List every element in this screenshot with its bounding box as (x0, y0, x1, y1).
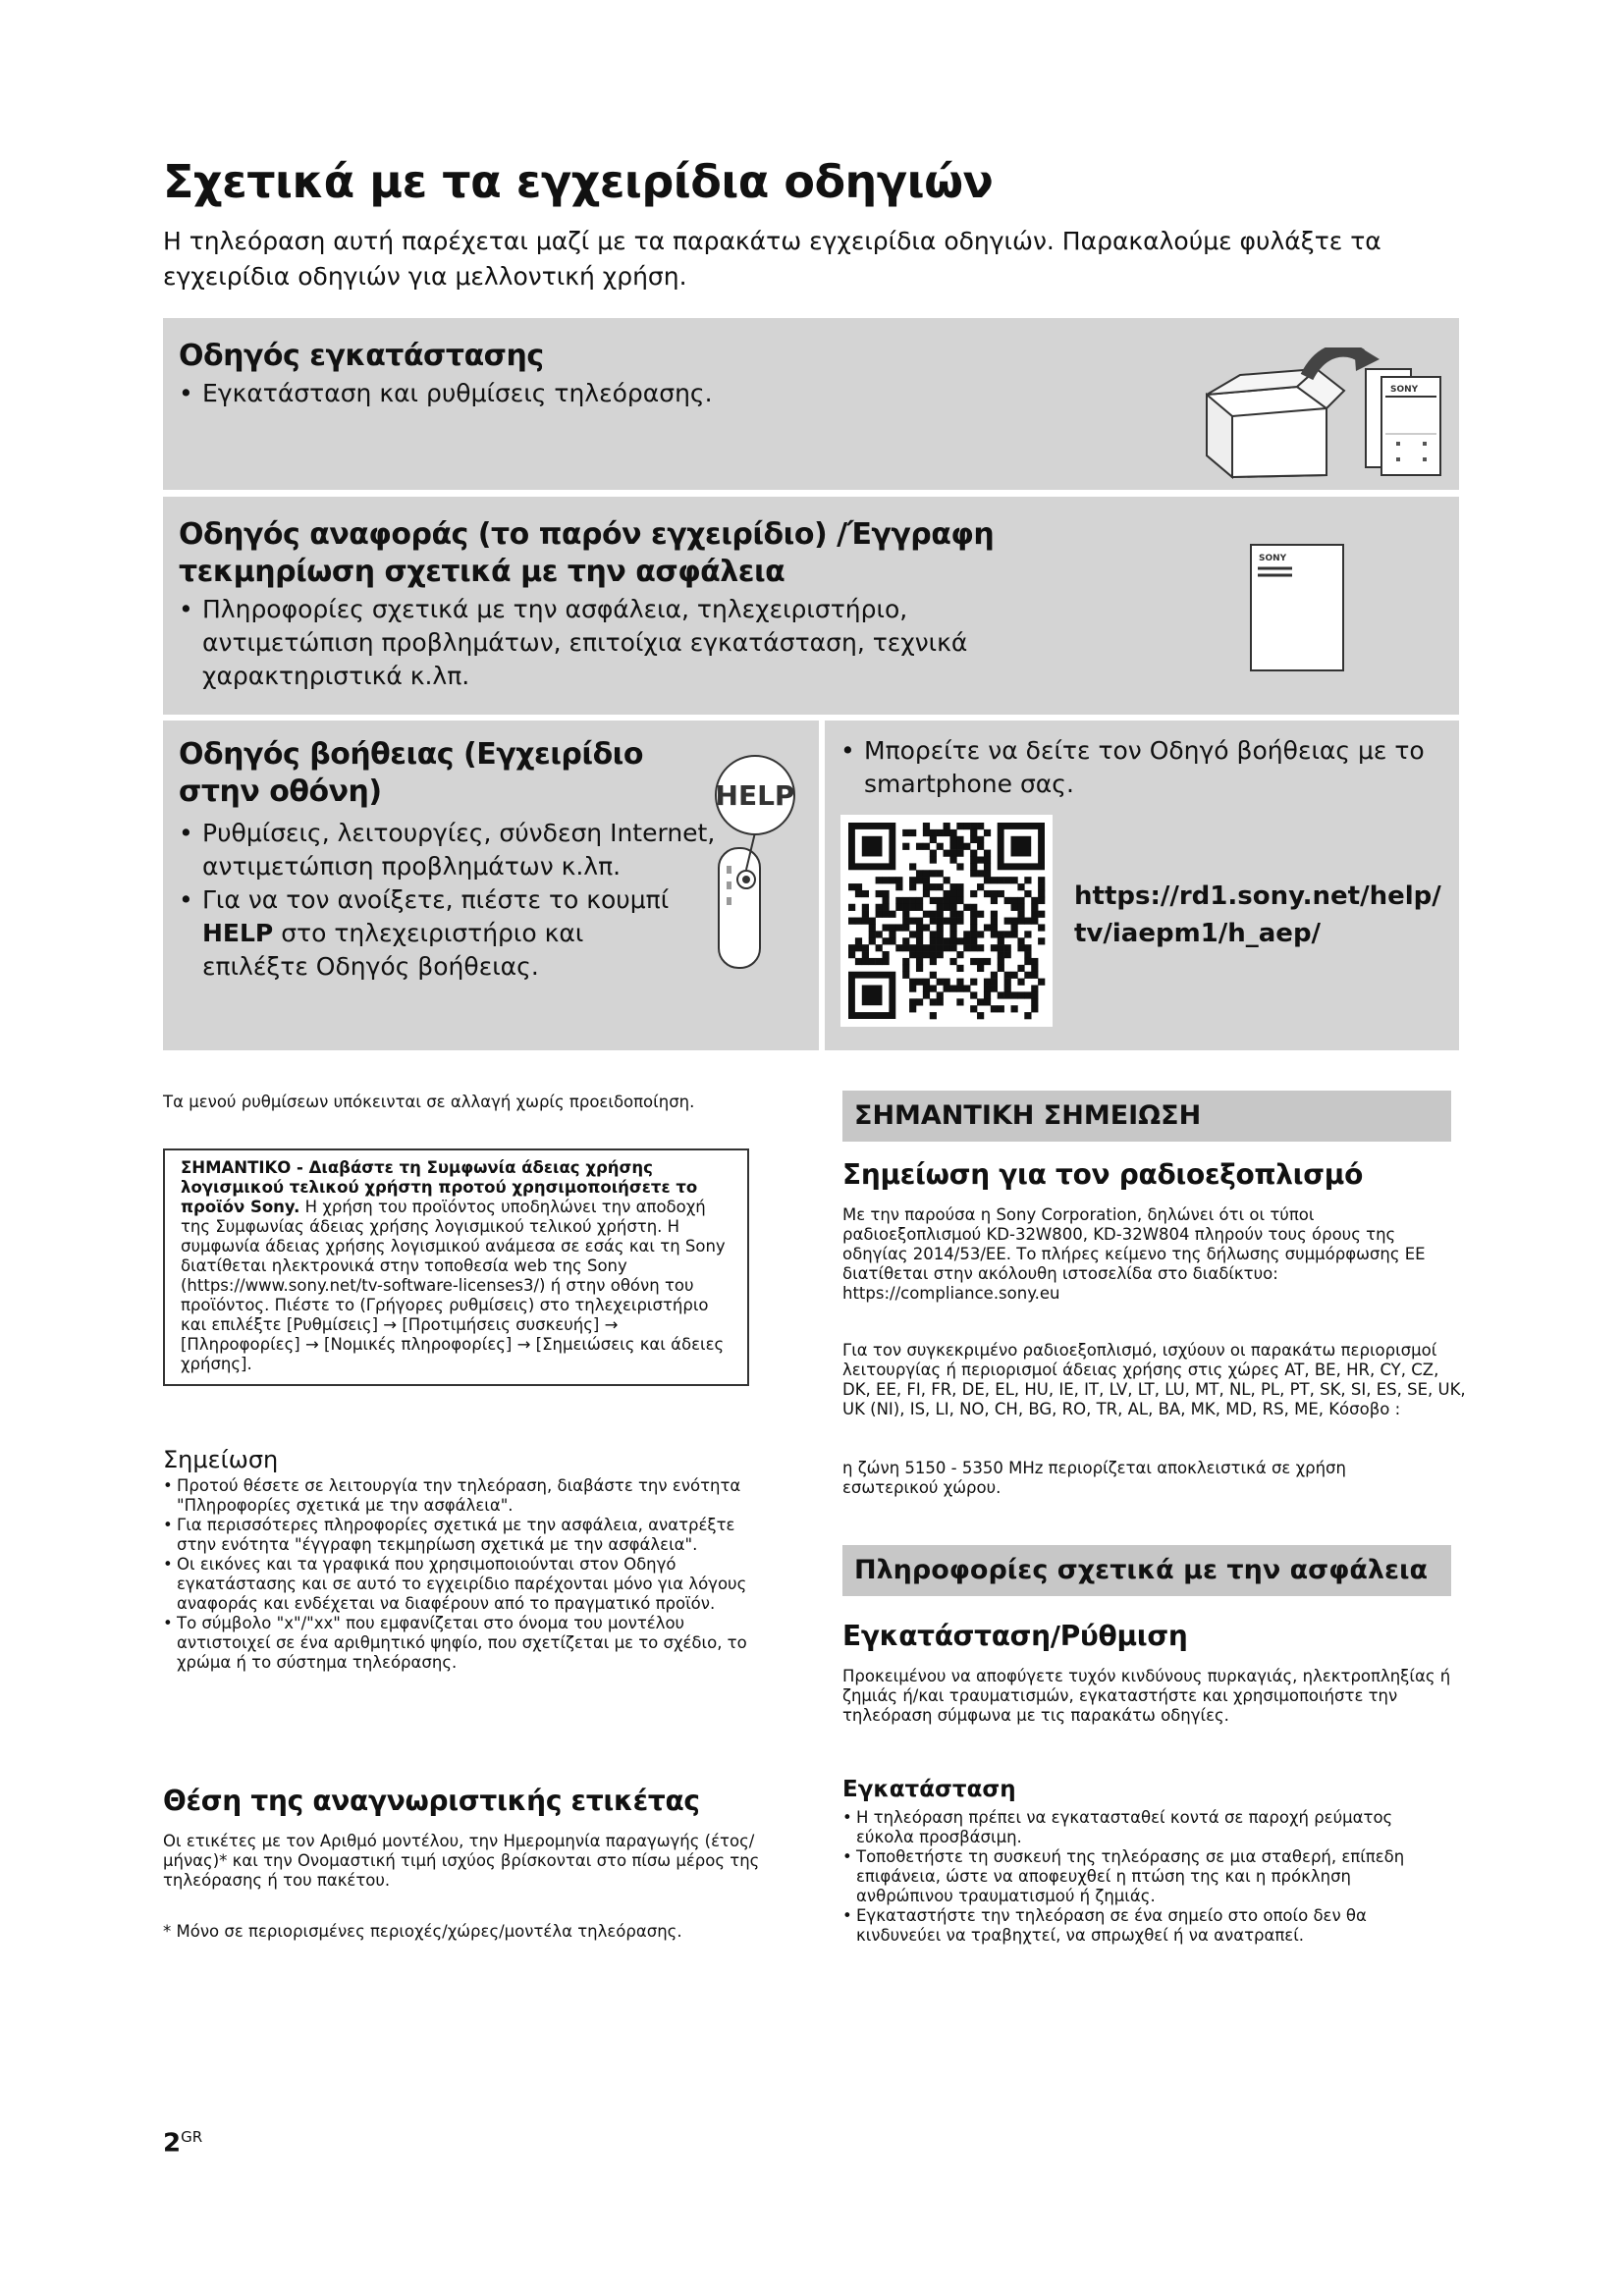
reference-guide-bullet: • Πληροφορίες σχετικά με την ασφάλεια, τηλεχειριστήριο, αντιμετώπιση προβλημάτων, επιτοίχια εγκατάσταση, τεχνικά χαρακτηριστικά κ.λπ. (179, 593, 1053, 693)
page-number: $2^{GR}$ (163, 2128, 203, 2159)
reference-booklet-icon (1243, 541, 1351, 678)
radio-paragraph-1: Με την παρούσα η Sony Corporation, δηλώνει ότι οι τύποι ραδιοεξοπλισμού KD-32W800, KD-32W804 πληρούν τους όρους της οδηγίας 2014/53/ΕΕ. Το πλήρες κείμενο της δήλωσης συμμόρφωσης ΕΕ διατίθεται στην ακόλουθη ιστοσελίδα στο διαδίκτυο: https://compliance.sony.eu (842, 1205, 1426, 1303)
eula-important-body: Η χρήση του προϊόντος υποδηλώνει την αποδοχή της Συμφωνίας άδειας χρήσης λογισμικού τελικού χρήστη. Η συμφωνία άδειας χρήσης λογισμικού ανάμεσα σε εσάς και τη Sony διατίθεται ηλεκτρονικά στην τοποθεσία web της Sony (https://www.sony.net/tv-software-licenses3/) ή στην οθόνη του προϊόντος. Πιέστε το (Γρήγορες ρυθμίσεις) στο τηλεχειριστήριο και επιλέξτε [Ρυθμίσεις] → [Προτιμήσεις συσκευής] → [Πληροφορίες] → [Νομικές πληροφορίες] → [Σημειώσεις και άδειες χρήσης]. (181, 1198, 726, 1373)
help-guide-bullet-2: • Για να τον ανοίξετε, πιέστε το κουμπί HELP στο τηλεχειριστήριο και επιλέξτε Οδηγός βοήθειας. (179, 883, 693, 984)
remote-control-help-illustration (701, 750, 809, 976)
important-notice-bar: ΣΗΜΑΝΤΙΚΗ ΣΗΜΕΙΩΣΗ (842, 1091, 1451, 1142)
list-item: • Το σύμβολο "x"/"xx" που εμφανίζεται στο όνομα του μοντέλου αντιστοιχεί σε ένα αριθμητικό ψηφίο, που σχετίζεται με το σχέδιο, το χρώμα ή το σύστημα τηλεόρασης. (163, 1614, 772, 1673)
footnote: * Μόνο σε περιορισμένες περιοχές/χώρες/μοντέλα τηλεόρασης. (163, 1922, 682, 1941)
safety-info-bar: Πληροφορίες σχετικά με την ασφάλεια (842, 1545, 1451, 1596)
installation-list (842, 1808, 1451, 1946)
intro-text: Η τηλεόραση αυτή παρέχεται μαζί με τα παρακάτω εγχειρίδια οδηγιών. Παρακαλούμε φυλάξτε τα εγχειρίδια οδηγιών για μελλοντική χρήση. (163, 227, 1381, 291)
list-item: • Η τηλεόραση πρέπει να εγκατασταθεί κοντά σε παροχή ρεύματος εύκολα προσβάσιμη. (842, 1808, 1451, 1847)
radio-paragraph-3: η ζώνη 5150 - 5350 MHz περιορίζεται αποκλειστικά σε χρήση εσωτερικού χώρου. (842, 1459, 1346, 1497)
page-title: Σχετικά με τα εγχειρίδια οδηγιών (163, 155, 994, 208)
help-guide-bullet-1: • Ρυθμίσεις, λειτουργίες, σύνδεση Internet, αντιμετώπιση προβλημάτων κ.λπ. (179, 817, 732, 883)
smartphone-note: • Μπορείτε να δείτε τον Οδηγό βοήθειας με το smartphone σας. (840, 734, 1439, 801)
installation-setup-title: Εγκατάσταση/Ρύθμιση (842, 1620, 1188, 1652)
help-badge: HELP (715, 779, 795, 812)
help-guide-box (163, 721, 819, 1050)
list-item: • Προτού θέσετε σε λειτουργία την τηλεόραση, διαβάστε την ενότητα "Πληροφορίες σχετικά με την ασφάλεια". (163, 1476, 772, 1516)
note-title: Σημείωση (163, 1446, 279, 1473)
setup-guide-bullet: • Εγκατάσταση και ρυθμίσεις τηλεόρασης. (179, 377, 713, 410)
installation-intro: Προκειμένου να αποφύγετε τυχόν κινδύνους πυρκαγιάς, ηλεκτροπληξίας ή ζημιάς ή/και τραυματισμών, εγκαταστήστε και χρησιμοποιήστε την τηλεόραση σύμφωνα με τις παρακάτω οδηγίες. (842, 1667, 1451, 1725)
label-location-title: Θέση της αναγνωριστικής ετικέτας (163, 1785, 700, 1817)
radio-paragraph-2: Για τον συγκεκριμένο ραδιοεξοπλισμό, ισχύουν οι παρακάτω περιορισμοί λειτουργίας ή περιορισμοί άδειας χρήσης στις χώρες AT, BE, HR, CY, CZ, DK, EE, FI, FR, DE, EL, HU, IE, IT, LV, LT, LU, MT, NL, PL, PT, SK, SI, ES, SE, UK, UK (NI), IS, LI, NO, CH, BG, RO, TR, AL, BA, MK, MD, RS, ME, Κόσοβο : (842, 1341, 1466, 1418)
reference-guide-box (163, 497, 1459, 715)
list-item: • Για περισσότερες πληροφορίες σχετικά με την ασφάλεια, ανατρέξτε στην ενότητα "έγγραφη τεκμηρίωση σχετικά με την ασφάλεια". (163, 1516, 772, 1555)
radio-equipment-title: Σημείωση για τον ραδιοεξοπλισμό (842, 1158, 1364, 1191)
setup-guide-illustration (1189, 347, 1444, 480)
qr-code[interactable] (840, 815, 1053, 1027)
help-guide-smartphone-box (825, 721, 1459, 1050)
list-item: • Τοποθετήστε τη συσκευή της τηλεόρασης σε μια σταθερή, επίπεδη επιφάνεια, ώστε να αποφευχθεί η πτώση της και η πρόκληση ανθρώπινου τραυματισμού ή ζημιάς. (842, 1847, 1451, 1906)
help-guide-url[interactable]: https://rd1.sony.net/help/tv/iaepm1/h_aep/ (1074, 881, 1441, 948)
installation-subtitle: Εγκατάσταση (842, 1777, 1016, 1802)
help-guide-title: Οδηγός βοήθειας (Εγχειρίδιο στην οθόνη) (179, 737, 643, 809)
sony-logo: SONY (1390, 385, 1419, 395)
eula-important-box (163, 1148, 749, 1386)
reference-guide-title: Οδηγός αναφοράς (το παρόν εγχειρίδιο) /Έγγραφη τεκμηρίωση σχετικά με την ασφάλεια (179, 517, 995, 589)
eula-important-heading: ΣΗΜΑΝΤΙΚΟ - Διαβάστε τη Συμφωνία άδειας χρήσης λογισμικού τελικού χρήστη προτού χρησιμοποιήσετε το προϊόν Sony. (181, 1158, 698, 1216)
list-item: • Οι εικόνες και τα γραφικά που χρησιμοποιούνται στον Οδηγό εγκατάστασης και σε αυτό το εγχειρίδιο παρέχονται μόνο για λόγους αναφοράς και ενδέχεται να διαφέρουν από το πραγματικό προϊόν. (163, 1555, 772, 1614)
notes-list (163, 1476, 772, 1673)
menus-change-note: Τα μενού ρυθμίσεων υπόκεινται σε αλλαγή χωρίς προειδοποίηση. (163, 1093, 695, 1111)
setup-guide-title: Οδηγός εγκατάστασης (179, 339, 544, 373)
list-item: • Εγκαταστήστε την τηλεόραση σε ένα σημείο στο οποίο δεν θα κινδυνεύει να τραβηχτεί, να σπρωχθεί ή να ανατραπεί. (842, 1906, 1451, 1946)
setup-guide-box (163, 318, 1459, 490)
sony-logo: SONY (1259, 554, 1287, 563)
label-location-text: Οι ετικέτες με τον Αριθμό μοντέλου, την Ημερομηνία παραγωγής (έτος/μήνας)* και την Ονομαστική τιμή ισχύος βρίσκονται στο πίσω μέρος της τηλεόρασης ή του πακέτου. (163, 1832, 760, 1890)
